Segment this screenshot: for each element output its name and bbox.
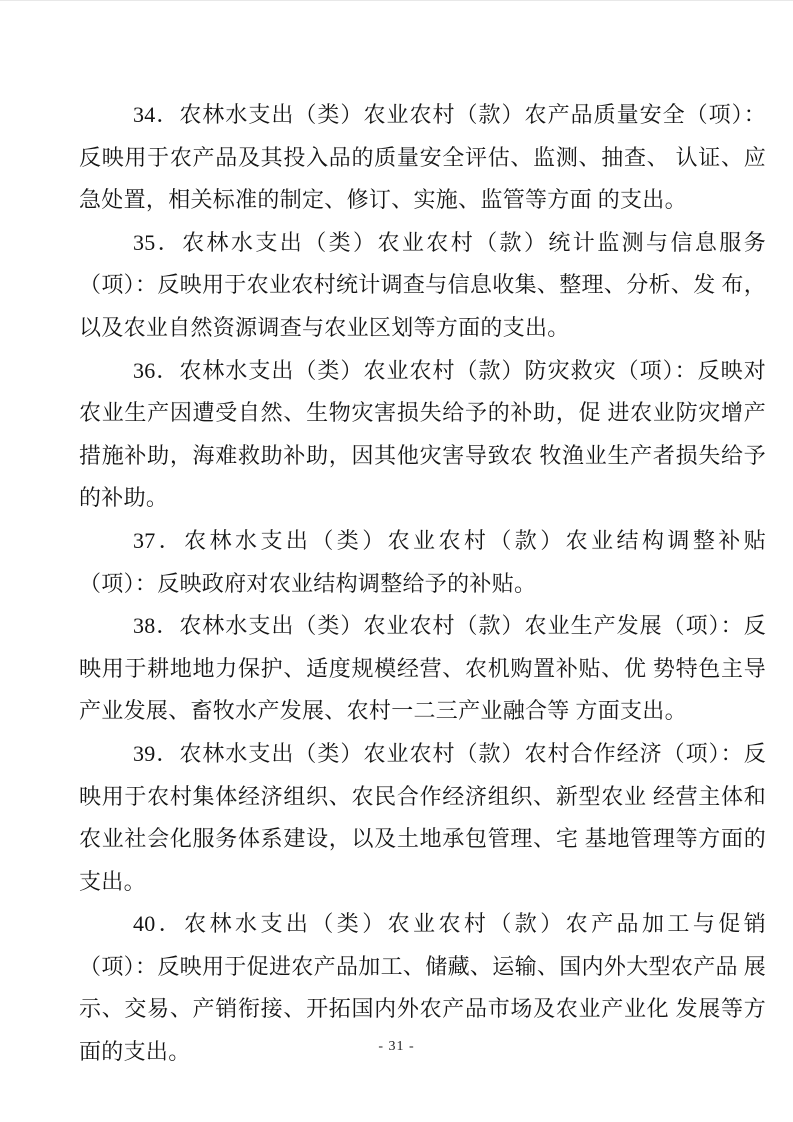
paragraph-item-38: 38．农林水支出（类）农业农村（款）农业生产发展（项）：反映用于耕地地力保护、适度规模经营、农机购置补贴、优 势特色主导产业发展、畜牧水产发展、农村一二三产业融合等 方面支出。 xyxy=(79,613,766,724)
paragraph-item-37: 37．农林水支出（类）农业农村（款）农业结构调整补贴（项）：反映政府对农业结构调整给予的补贴。 xyxy=(79,527,766,596)
page-footer xyxy=(0,1037,793,1057)
paragraph-item-40: 40．农林水支出（类）农业农村（款）农产品加工与促销（项）：反映用于促进农产品加工、储藏、运输、国内外大型农产品 展示、交易、产销衔接、开拓国内外农产品市场及农业产业化 发展等方面的支出。 xyxy=(79,911,766,1065)
paragraph-item-35: 35．农林水支出（类）农业农村（款）统计监测与信息服务（项）：反映用于农业农村统计调查与信息收集、整理、分析、发 布，以及农业自然资源调查与农业区划等方面的支出。 xyxy=(79,229,766,340)
paragraph-item-39: 39．农林水支出（类）农业农村（款）农村合作经济（项）：反映用于农村集体经济组织、农民合作经济组织、新型农业 经营主体和农业社会化服务体系建设，以及土地承包管理、宅 基地管理等方面的支出。 xyxy=(79,740,766,894)
page-number: - 31 - xyxy=(378,1039,415,1054)
document-body xyxy=(79,94,766,1074)
paragraph-item-34: 34．农林水支出（类）农业农村（款）农产品质量安全（项）：反映用于农产品及其投入品的质量安全评估、监测、抽查、 认证、应急处置，相关标准的制定、修订、实施、监管等方面 的支出。 xyxy=(79,102,766,213)
paragraph-item-36: 36．农林水支出（类）农业农村（款）防灾救灾（项）：反映对农业生产因遭受自然、生物灾害损失给予的补助，促 进农业防灾增产措施补助，海难救助补助，因其他灾害导致农 牧渔业生产者损失给予的补助。 xyxy=(79,357,766,511)
